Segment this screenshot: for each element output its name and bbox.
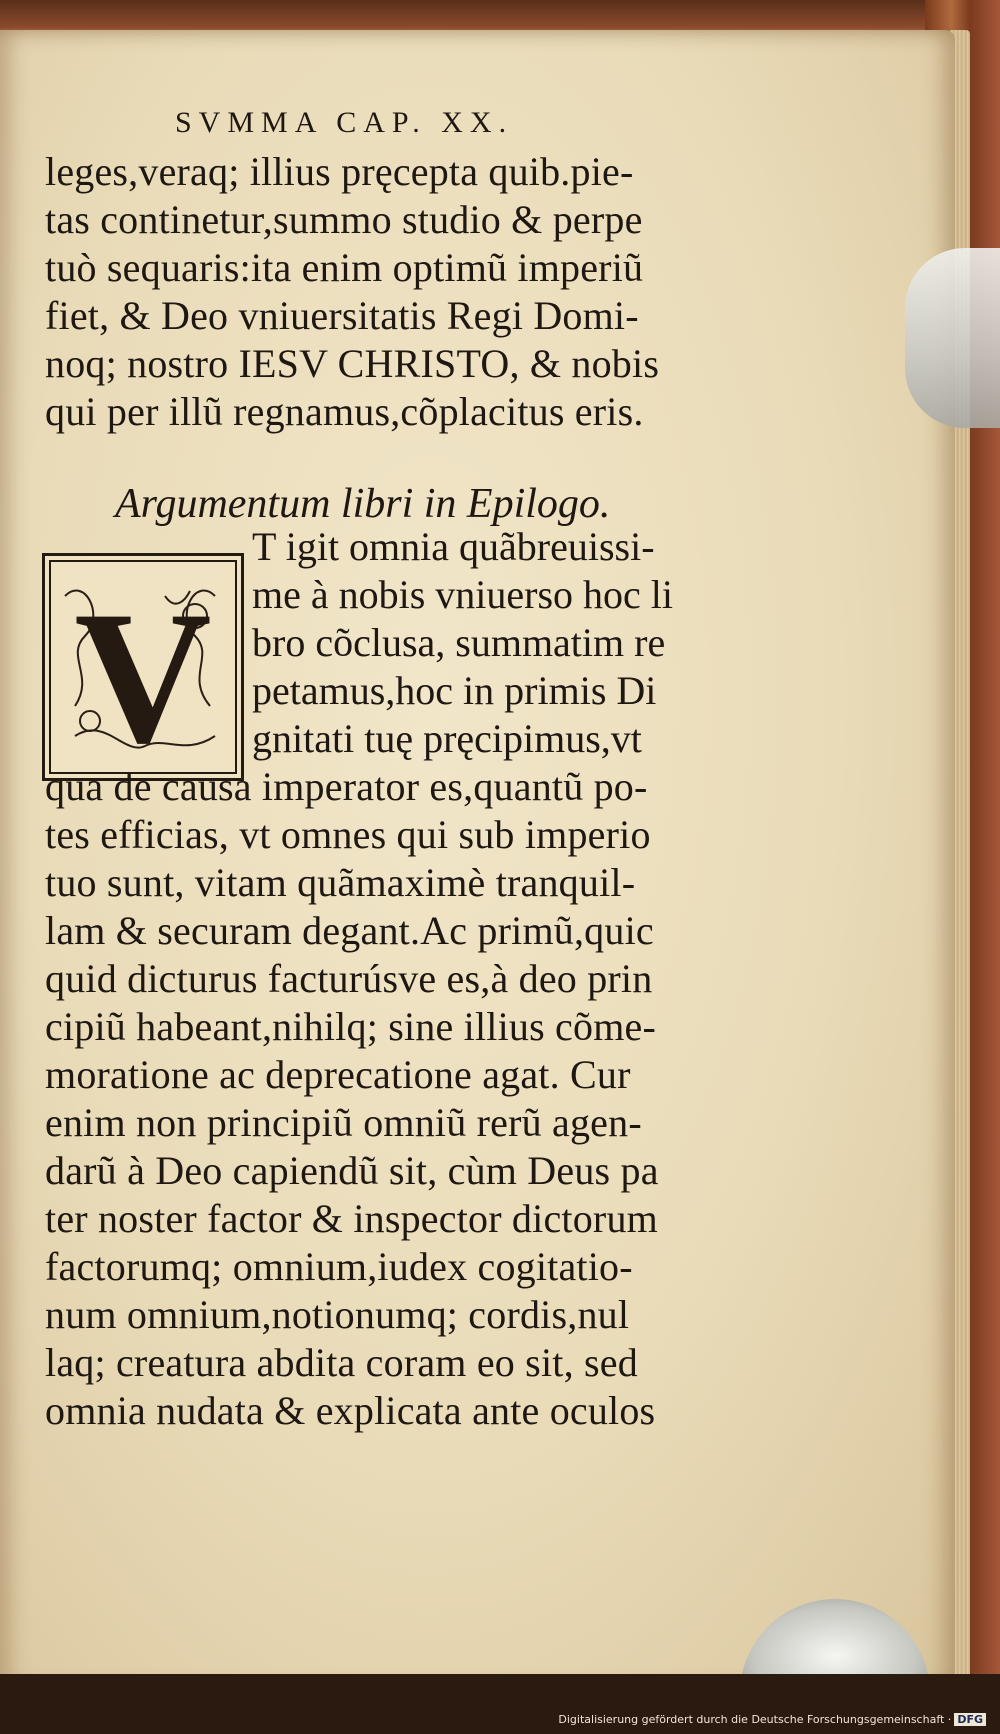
- dfg-logo: DFG: [954, 1713, 986, 1726]
- text-line: laq; creatura abdita coram eo sit, sed: [45, 1340, 638, 1385]
- text-line: fiet, & Deo vniuersitatis Regi Domi-: [45, 293, 639, 338]
- section-heading: Argumentum libri in Epilogo.: [115, 481, 611, 527]
- text-line: me à nobis vniuerso hoc li: [252, 572, 674, 617]
- text-line: tuò sequaris:ita enim optimũ imperiũ: [45, 245, 644, 290]
- credit-text: Digitalisierung gefördert durch die Deutsche Forschungsgemeinschaft ·: [558, 1713, 952, 1726]
- text-line: noq; nostro IESV CHRISTO, & nobis: [45, 341, 660, 386]
- initial-letter: V: [74, 573, 212, 778]
- text-line: cipiũ habeant,nihilq; sine illius cõme-: [45, 1004, 657, 1049]
- text-line: quid dicturus facturúsve es,à deo prin: [45, 956, 653, 1001]
- text-line: num omnium,notionumq; cordis,nul: [45, 1292, 630, 1337]
- text-line: omnia nudata & explicata ante oculos: [45, 1388, 656, 1433]
- text-line: leges,veraq; illius pręcepta quib.pie-: [45, 149, 634, 194]
- ornament-initial-icon: [45, 556, 241, 778]
- text-line: qua de causa imperator es,quantũ po-: [45, 764, 648, 809]
- text-line: lam & securam degant.Ac primũ,quic: [45, 908, 654, 953]
- text-line: tuo sunt, vitam quãmaximè tranquil-: [45, 860, 636, 905]
- page-clip-right: [905, 248, 1000, 428]
- text-line: ter noster factor & inspector dictorum: [45, 1196, 658, 1241]
- text-line: petamus,hoc in primis Di: [252, 668, 657, 713]
- digitization-credit: [558, 1713, 986, 1726]
- text-line: factorumq; omnium,iudex cogitatio-: [45, 1244, 633, 1289]
- text-line: tes efficias, vt omnes qui sub imperio: [45, 812, 651, 857]
- text-line: T igit omnia quãbreuissi-: [252, 524, 655, 569]
- text-line: moratione ac deprecatione agat. Cur: [45, 1052, 631, 1097]
- text-line: enim non principiũ omniũ rerũ agen-: [45, 1100, 642, 1145]
- text-line: gnitati tuę pręcipimus,vt: [252, 716, 642, 761]
- decorated-initial: [42, 553, 244, 781]
- text-line: darũ à Deo capiendũ sit, cùm Deus pa: [45, 1148, 659, 1193]
- text-line: qui per illũ regnamus,cõplacitus eris.: [45, 389, 644, 434]
- running-head: SVMMA CAP. XX.: [175, 106, 514, 139]
- text-line: tas continetur,summo studio & perpe: [45, 197, 643, 242]
- text-line: bro cõclusa, summatim re: [252, 620, 666, 665]
